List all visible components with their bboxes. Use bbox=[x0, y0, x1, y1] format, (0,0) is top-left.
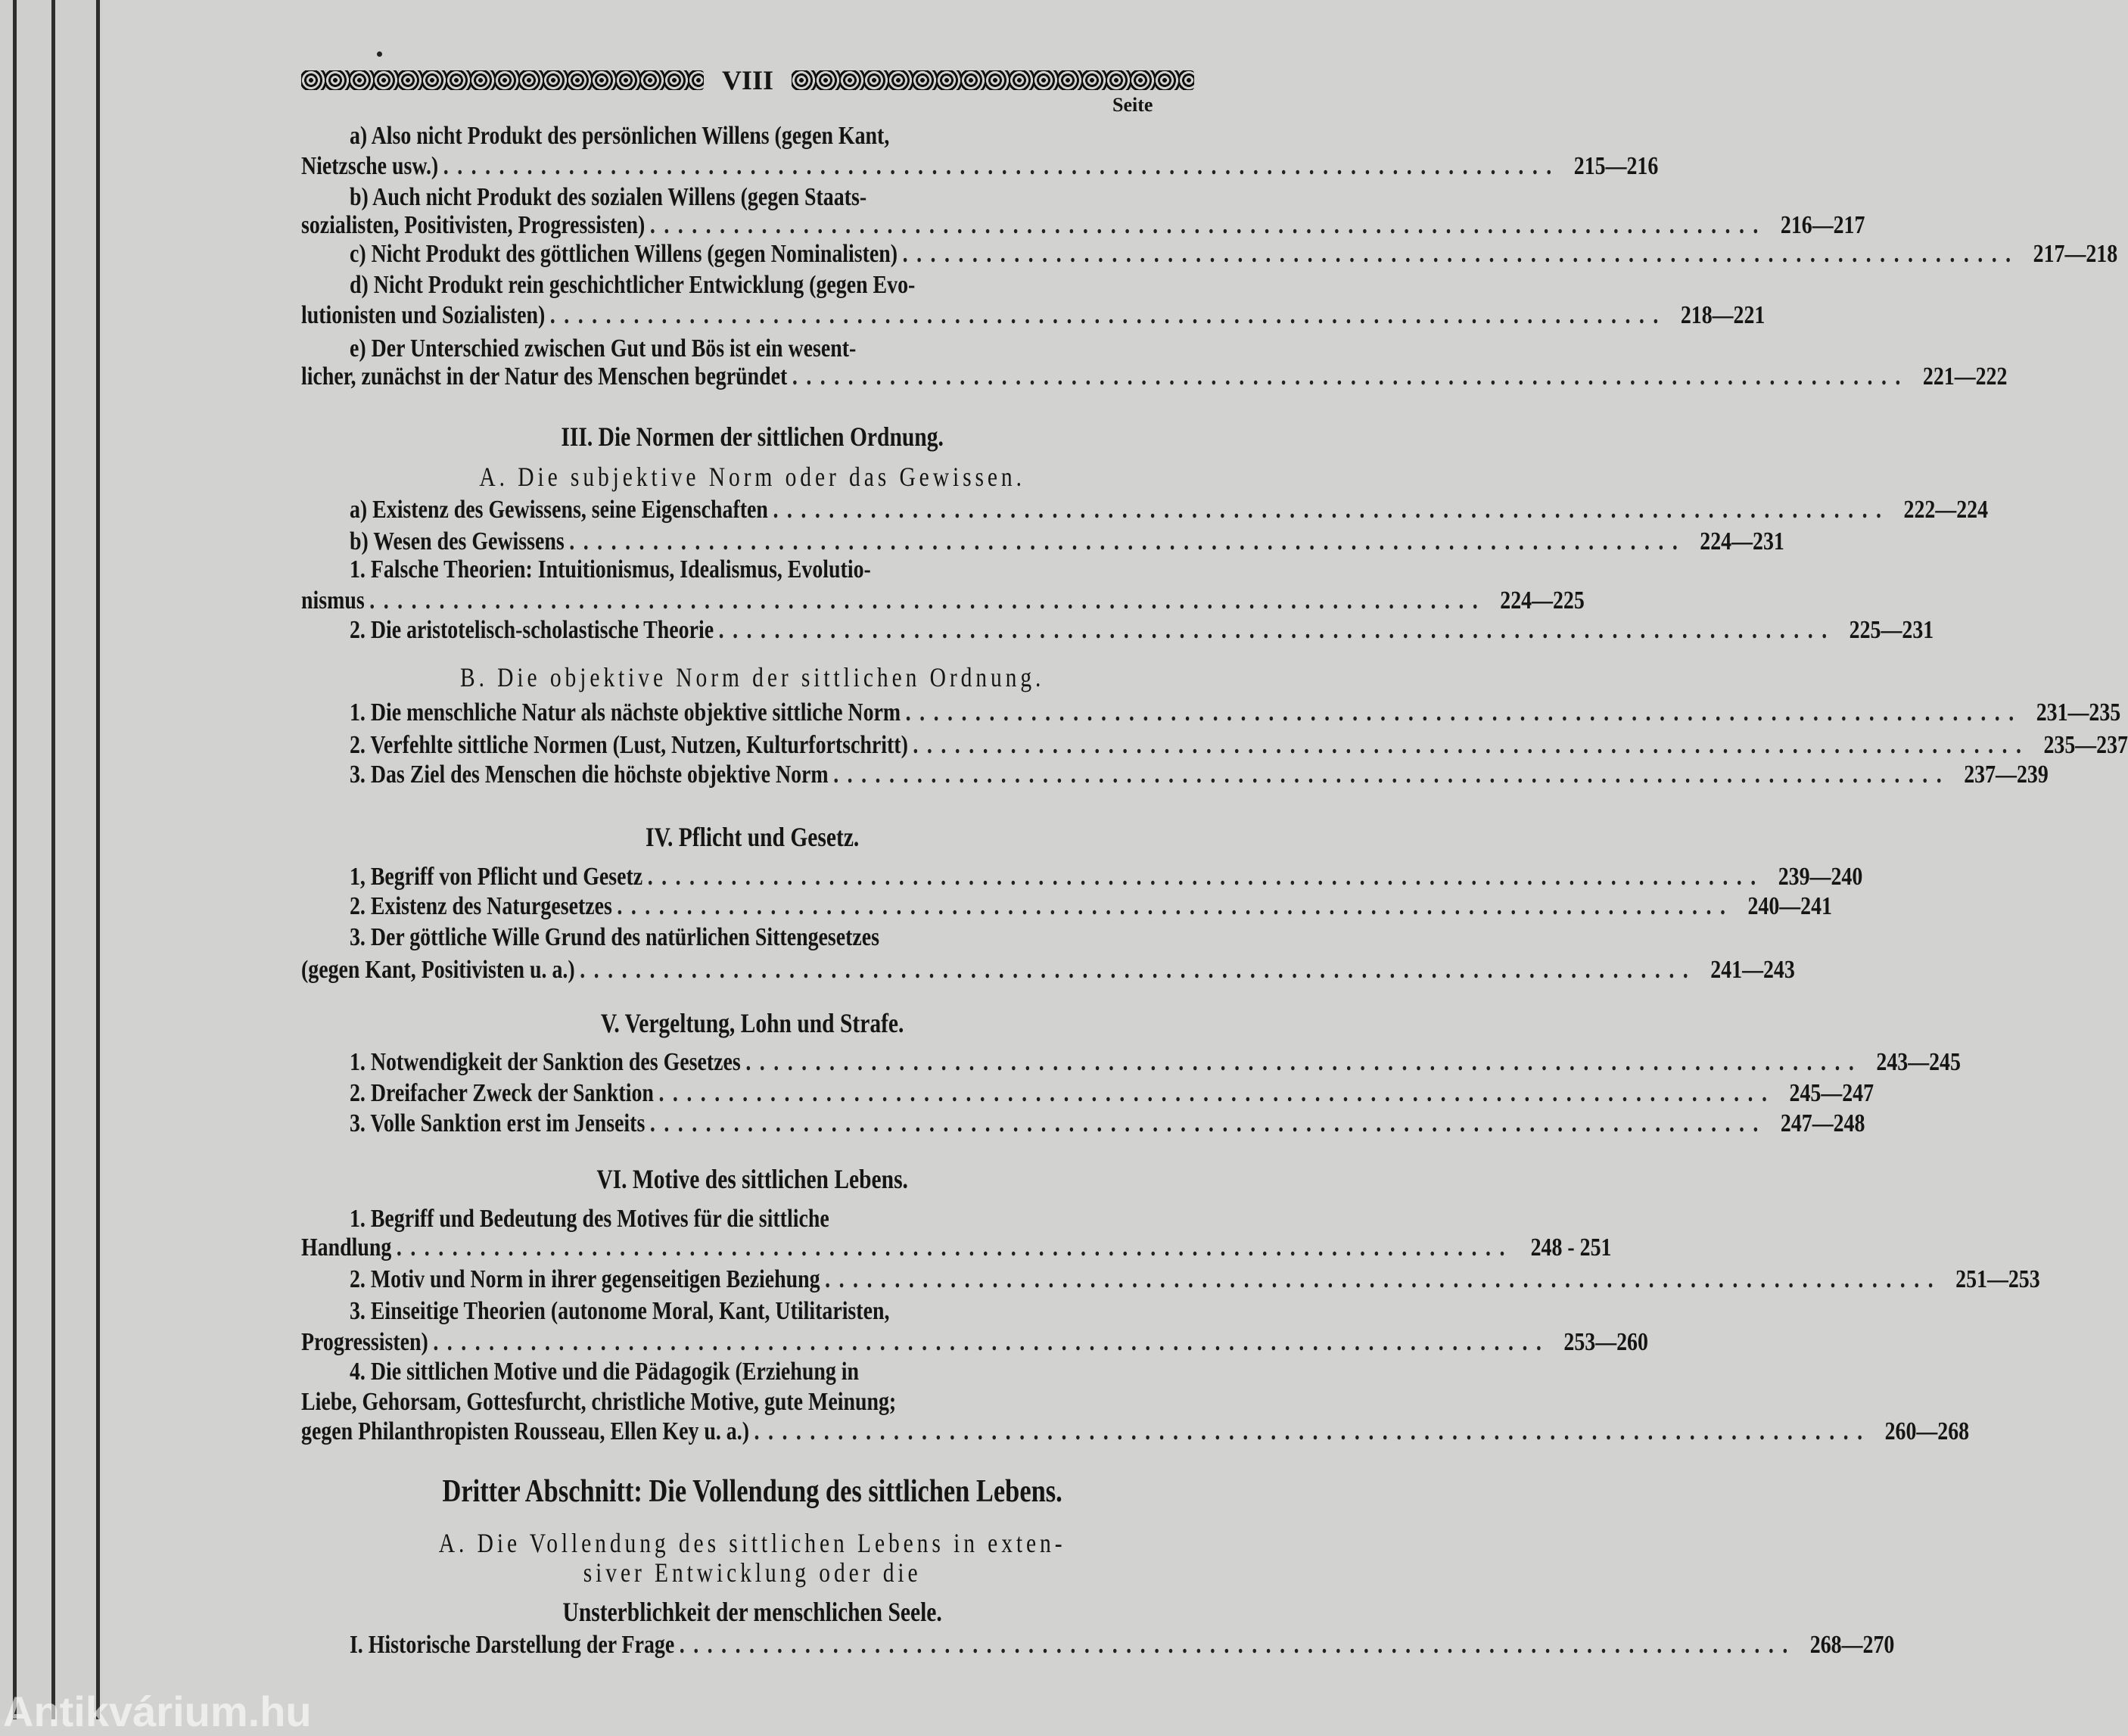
toc-text: 3. Einseitige Theorien (autonome Moral, Kant, Utilitaristen, bbox=[349, 1297, 890, 1325]
ink-speck bbox=[377, 51, 382, 57]
page-range: 253—260 bbox=[1563, 1327, 1648, 1356]
toc-text: nismus bbox=[301, 586, 365, 615]
dot-leader: ................................................................................ bbox=[396, 1233, 1514, 1262]
toc-text: 1, Begriff von Pflicht und Gesetz bbox=[349, 863, 643, 891]
toc-heading bbox=[301, 1556, 1203, 1589]
dot-leader: ................................................................................ bbox=[754, 1417, 1871, 1446]
toc-entry-line bbox=[301, 299, 1766, 332]
dot-leader: ................................................................................ bbox=[745, 1048, 1863, 1077]
dot-leader: ................................................................................ bbox=[649, 1109, 1767, 1138]
toc-heading bbox=[301, 420, 1203, 453]
dot-leader: ................................................................................ bbox=[913, 731, 2030, 760]
page-range: 224—231 bbox=[1700, 527, 1784, 555]
toc-entry-line bbox=[301, 890, 1832, 923]
page-range: 248 - 251 bbox=[1530, 1233, 1612, 1262]
toc-entry-line bbox=[301, 729, 2128, 762]
page-range: 225—231 bbox=[1849, 616, 1934, 645]
dot-leader: ................................................................................ bbox=[580, 956, 1697, 985]
toc-heading bbox=[301, 1595, 1203, 1629]
dot-leader: ................................................................................ bbox=[617, 892, 1734, 921]
toc-entry-line bbox=[301, 1231, 1612, 1265]
dot-leader: ................................................................................ bbox=[833, 761, 1951, 789]
page-range: 216—217 bbox=[1780, 211, 1865, 240]
toc-entry-line bbox=[301, 1107, 1865, 1140]
toc-text: 1. Notwendigkeit der Sanktion des Gesetzes bbox=[349, 1048, 741, 1077]
toc-heading bbox=[301, 661, 1203, 694]
toc-entry-line bbox=[301, 1077, 1874, 1110]
dot-leader: ................................................................................ bbox=[679, 1630, 1797, 1659]
toc-entry-line bbox=[301, 584, 1585, 618]
toc-text: 1. Begriff und Bedeutung des Motives für die sittliche bbox=[349, 1205, 829, 1234]
page-range: 215—216 bbox=[1573, 152, 1659, 181]
toc-entry-line bbox=[301, 238, 2118, 271]
toc-entry-line bbox=[301, 1355, 1203, 1389]
toc-text: B. Die objektive Norm der sittlichen Ordnung. bbox=[459, 662, 1045, 693]
toc-entry-line bbox=[301, 921, 1203, 954]
dot-leader: ................................................................................ bbox=[649, 211, 1767, 240]
page-range: 260—268 bbox=[1884, 1417, 1970, 1446]
toc-entry-line bbox=[301, 120, 1203, 153]
toc-text: sozialisten, Positivisten, Progressisten) bbox=[301, 211, 646, 240]
toc-heading bbox=[301, 820, 1203, 854]
page-column-label: Seite bbox=[1112, 94, 1153, 116]
dot-leader: ................................................................................ bbox=[658, 1078, 1776, 1107]
dot-leader: ................................................................................ bbox=[443, 152, 1560, 181]
dot-leader: ................................................................................ bbox=[647, 863, 1765, 891]
page-range: 240—241 bbox=[1747, 892, 1832, 921]
toc-text: siver Entwicklung oder die bbox=[583, 1557, 922, 1588]
toc-text: 2. Die aristotelisch-scholastische Theorie bbox=[349, 616, 714, 645]
page-range: 243—245 bbox=[1876, 1048, 1961, 1077]
binding-edge-line bbox=[13, 0, 17, 1719]
page-range: 237—239 bbox=[1964, 761, 2049, 789]
toc-text: gegen Philanthropisten Rousseau, Ellen Key u. a.) bbox=[301, 1417, 750, 1446]
dot-leader: ................................................................................ bbox=[369, 586, 1487, 615]
dot-leader: ................................................................................ bbox=[905, 698, 2023, 726]
page-range: 217—218 bbox=[2033, 240, 2118, 269]
toc-text: 3. Volle Sanktion erst im Jenseits bbox=[349, 1109, 646, 1138]
toc-entry-line bbox=[301, 150, 1659, 183]
toc-entry-line bbox=[301, 1263, 2040, 1296]
toc-entry-line bbox=[301, 269, 1203, 302]
ornament-border-left bbox=[301, 70, 704, 90]
toc-text: e) Der Unterschied zwischen Gut und Bös ist ein wesent- bbox=[349, 334, 857, 362]
page-range: 239—240 bbox=[1778, 863, 1863, 891]
toc-text: IV. Pflicht und Gesetz. bbox=[645, 821, 860, 852]
page-range: 221—222 bbox=[1922, 362, 2008, 391]
toc-text: Liebe, Gehorsam, Gottesfurcht, christliche Motive, gute Meinung; bbox=[301, 1388, 897, 1417]
page-range: 224—225 bbox=[1500, 586, 1585, 615]
dot-leader: ................................................................................ bbox=[792, 362, 1909, 391]
page-range: 231—235 bbox=[2036, 698, 2121, 726]
toc-entry-line bbox=[301, 553, 1203, 586]
toc-text: Handlung bbox=[301, 1233, 392, 1262]
toc-entry-line bbox=[301, 1326, 1648, 1359]
toc-entry-line bbox=[301, 614, 1934, 647]
toc-entry-line bbox=[301, 954, 1795, 987]
toc-text: 2. Motiv und Norm in ihrer gegenseitigen Beziehung bbox=[349, 1265, 820, 1293]
toc-heading bbox=[301, 1526, 1203, 1560]
toc-entry-line bbox=[301, 758, 2049, 792]
page-header bbox=[301, 67, 1194, 94]
toc-entry-line bbox=[301, 1415, 1970, 1448]
dot-leader: ................................................................................ bbox=[902, 240, 2020, 269]
toc-text: Unsterblichkeit der menschlichen Seele. bbox=[562, 1597, 942, 1628]
dot-leader: ................................................................................ bbox=[773, 495, 1890, 524]
toc-heading bbox=[301, 1475, 1203, 1508]
toc-text: lutionisten und Sozialisten) bbox=[301, 301, 546, 330]
toc-text: III. Die Normen der sittlichen Ordnung. bbox=[561, 421, 944, 452]
toc-text: 2. Verfehlte sittliche Normen (Lust, Nutzen, Kulturfortschritt) bbox=[349, 731, 908, 760]
toc-text: 3. Der göttliche Wille Grund des natürlichen Sittengesetzes bbox=[349, 922, 880, 951]
toc-text: a) Existenz des Gewissens, seine Eigenschaften bbox=[349, 495, 768, 524]
ornament-border-right bbox=[792, 70, 1194, 90]
toc-text: b) Auch nicht Produkt des sozialen Willens (gegen Staats- bbox=[349, 182, 867, 211]
toc-entry-line bbox=[301, 860, 1863, 894]
toc-entry-line bbox=[301, 493, 1989, 527]
toc-text: Nietzsche usw.) bbox=[301, 152, 439, 181]
toc-text: 1. Falsche Theorien: Intuitionismus, Idealismus, Evolutio- bbox=[349, 555, 871, 584]
toc-text: Progressisten) bbox=[301, 1327, 428, 1356]
page-range: 251—253 bbox=[1955, 1265, 2040, 1293]
toc-text: licher, zunächst in der Natur des Menschen begründet bbox=[301, 362, 788, 391]
toc-entry-line bbox=[301, 1629, 1895, 1662]
binding-edge-line bbox=[51, 0, 55, 1719]
toc-entry-line bbox=[301, 1386, 1203, 1419]
toc-text: 4. Die sittlichen Motive und die Pädagogik (Erziehung in bbox=[349, 1357, 859, 1386]
page-range: 268—270 bbox=[1809, 1630, 1895, 1659]
toc-entry-line bbox=[301, 360, 2008, 394]
page-range: 218—221 bbox=[1680, 301, 1766, 330]
toc-text: d) Nicht Produkt rein geschichtlicher Entwicklung (gegen Evo- bbox=[349, 270, 916, 299]
dot-leader: ................................................................................ bbox=[718, 616, 1836, 645]
dot-leader: ................................................................................ bbox=[433, 1327, 1551, 1356]
dot-leader: ................................................................................ bbox=[549, 301, 1667, 330]
toc-text: b) Wesen des Gewissens bbox=[349, 527, 565, 555]
dot-leader: ................................................................................ bbox=[569, 527, 1687, 555]
toc-text: 3. Das Ziel des Menschen die höchste objektive Norm bbox=[349, 761, 829, 789]
page-range: 245—247 bbox=[1789, 1078, 1874, 1107]
toc-text: I. Historische Darstellung der Frage bbox=[349, 1630, 675, 1659]
toc-text: c) Nicht Produkt des göttlichen Willens (gegen Nominalisten) bbox=[349, 240, 898, 269]
page-range: 247—248 bbox=[1780, 1109, 1865, 1138]
toc-text: VI. Motive des sittlichen Lebens. bbox=[596, 1163, 908, 1194]
page-range: 241—243 bbox=[1710, 956, 1795, 985]
toc-text: (gegen Kant, Positivisten u. a.) bbox=[301, 956, 575, 985]
page-range: 235—237 bbox=[2043, 731, 2128, 760]
toc-text: V. Vergeltung, Lohn und Strafe. bbox=[600, 1007, 904, 1038]
toc-text: Dritter Abschnitt: Die Vollendung des sittlichen Lebens. bbox=[442, 1473, 1062, 1509]
page-range: 222—224 bbox=[1903, 495, 1989, 524]
toc-entry-line bbox=[301, 1046, 1961, 1079]
toc-text: 1. Die menschliche Natur als nächste objektive sittliche Norm bbox=[349, 698, 901, 726]
toc-heading bbox=[301, 460, 1203, 493]
page-number: VIII bbox=[721, 65, 774, 95]
toc-text: a) Also nicht Produkt des persönlichen Willens (gegen Kant, bbox=[349, 121, 890, 150]
toc-text: 2. Existenz des Naturgesetzes bbox=[349, 892, 612, 921]
toc-text: A. Die subjektive Norm oder das Gewissen. bbox=[479, 462, 1025, 493]
toc-heading bbox=[301, 1006, 1203, 1040]
toc-entry-line bbox=[301, 1295, 1203, 1328]
binding-edge-line bbox=[96, 0, 100, 1719]
toc-heading bbox=[301, 1162, 1203, 1196]
toc-text: A. Die Vollendung des sittlichen Lebens in exten- bbox=[438, 1527, 1066, 1558]
toc-entry-line bbox=[301, 696, 2121, 730]
toc-text: 2. Dreifacher Zweck der Sanktion bbox=[349, 1078, 654, 1107]
watermark: Antikvárium.hu bbox=[3, 1688, 312, 1735]
dot-leader: ................................................................................ bbox=[825, 1265, 1943, 1293]
